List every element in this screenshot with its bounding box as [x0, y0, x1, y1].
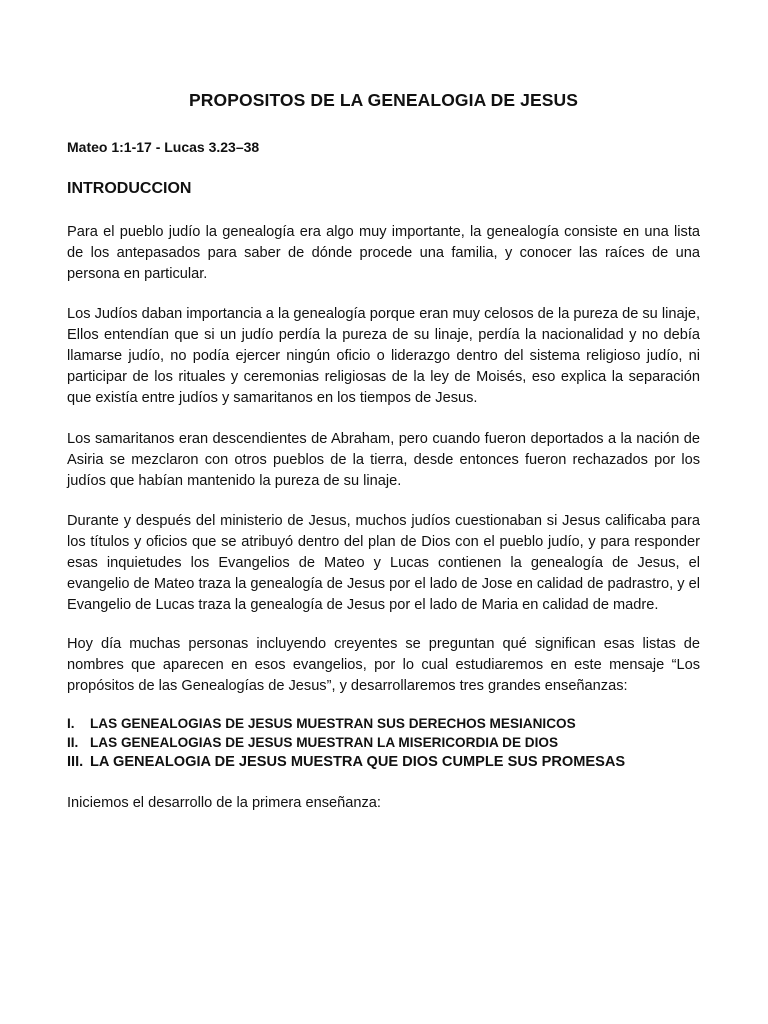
- teaching-point: [67, 733, 700, 752]
- paragraph: Hoy día muchas personas incluyendo creyentes se preguntan qué significan esas listas de nombres que aparecen en esos evangelios, por lo cual estudiaremos en este mensaje “Los propósitos de las Genealogías de Jesus”, y desarrollaremos tres grandes enseñanzas:: [67, 636, 700, 694]
- teaching-point: [67, 752, 700, 773]
- point-number: II.: [67, 735, 79, 750]
- point-text: LAS GENEALOGIAS DE JESUS MUESTRAN SUS DERECHOS MESIANICOS: [90, 716, 576, 731]
- page-title: PROPOSITOS DE LA GENEALOGIA DE JESUS: [189, 90, 578, 110]
- closing-line: Iniciemos el desarrollo de la primera enseñanza:: [67, 795, 381, 811]
- paragraph: Para el pueblo judío la genealogía era algo muy importante, la genealogía consiste en una lista de los antepasados para saber de dónde procede una familia, y conocer las raíces de una persona en particular.: [67, 224, 700, 282]
- paragraph: Los Judíos daban importancia a la genealogía porque eran muy celosos de la pureza de su linaje, Ellos entendían que si un judío perdía la pureza de su linaje, perdía la nacionalidad y no debía llamarse judío, no podía ejercer ningún oficio o liderazgo dentro del sistema religioso judío, ni participar de los rituales y ceremonias religiosas de la ley de Moisés, eso explica la separación que existía entre judíos y samaritanos en los tiempos de Jesus.: [67, 306, 700, 406]
- point-number: III.: [67, 754, 84, 770]
- point-text: LAS GENEALOGIAS DE JESUS MUESTRAN LA MISERICORDIA DE DIOS: [90, 735, 559, 750]
- teaching-point: [67, 714, 700, 733]
- teaching-points-list: [67, 714, 700, 773]
- point-number: I.: [67, 716, 75, 731]
- paragraph: Los samaritanos eran descendientes de Abraham, pero cuando fueron deportados a la nación de Asiria se mezclaron con otros pueblos de la tierra, desde entonces fueron rechazados por los judíos que habían mantenido la pureza de su linaje.: [67, 431, 700, 489]
- point-text: LA GENEALOGIA DE JESUS MUESTRA QUE DIOS CUMPLE SUS PROMESAS: [90, 754, 626, 770]
- scripture-reference: Mateo 1:1-17 - Lucas 3.23–38: [67, 139, 260, 155]
- section-heading: INTRODUCCION: [67, 180, 192, 197]
- paragraph: Durante y después del ministerio de Jesus, muchos judíos cuestionaban si Jesus calificaba para los títulos y oficios que se atribuyó dentro del plan de Dios con el pueblo judío, y para responder esas inquietudes los Evangelios de Mateo y Lucas contienen la genealogía de Jesus, el evangelio de Mateo traza la genealogía de Jesus por el lado de Jose en calidad de padrastro, y el Evangelio de Lucas traza la genealogía de Jesus por el lado de Maria en calidad de madre.: [67, 513, 700, 613]
